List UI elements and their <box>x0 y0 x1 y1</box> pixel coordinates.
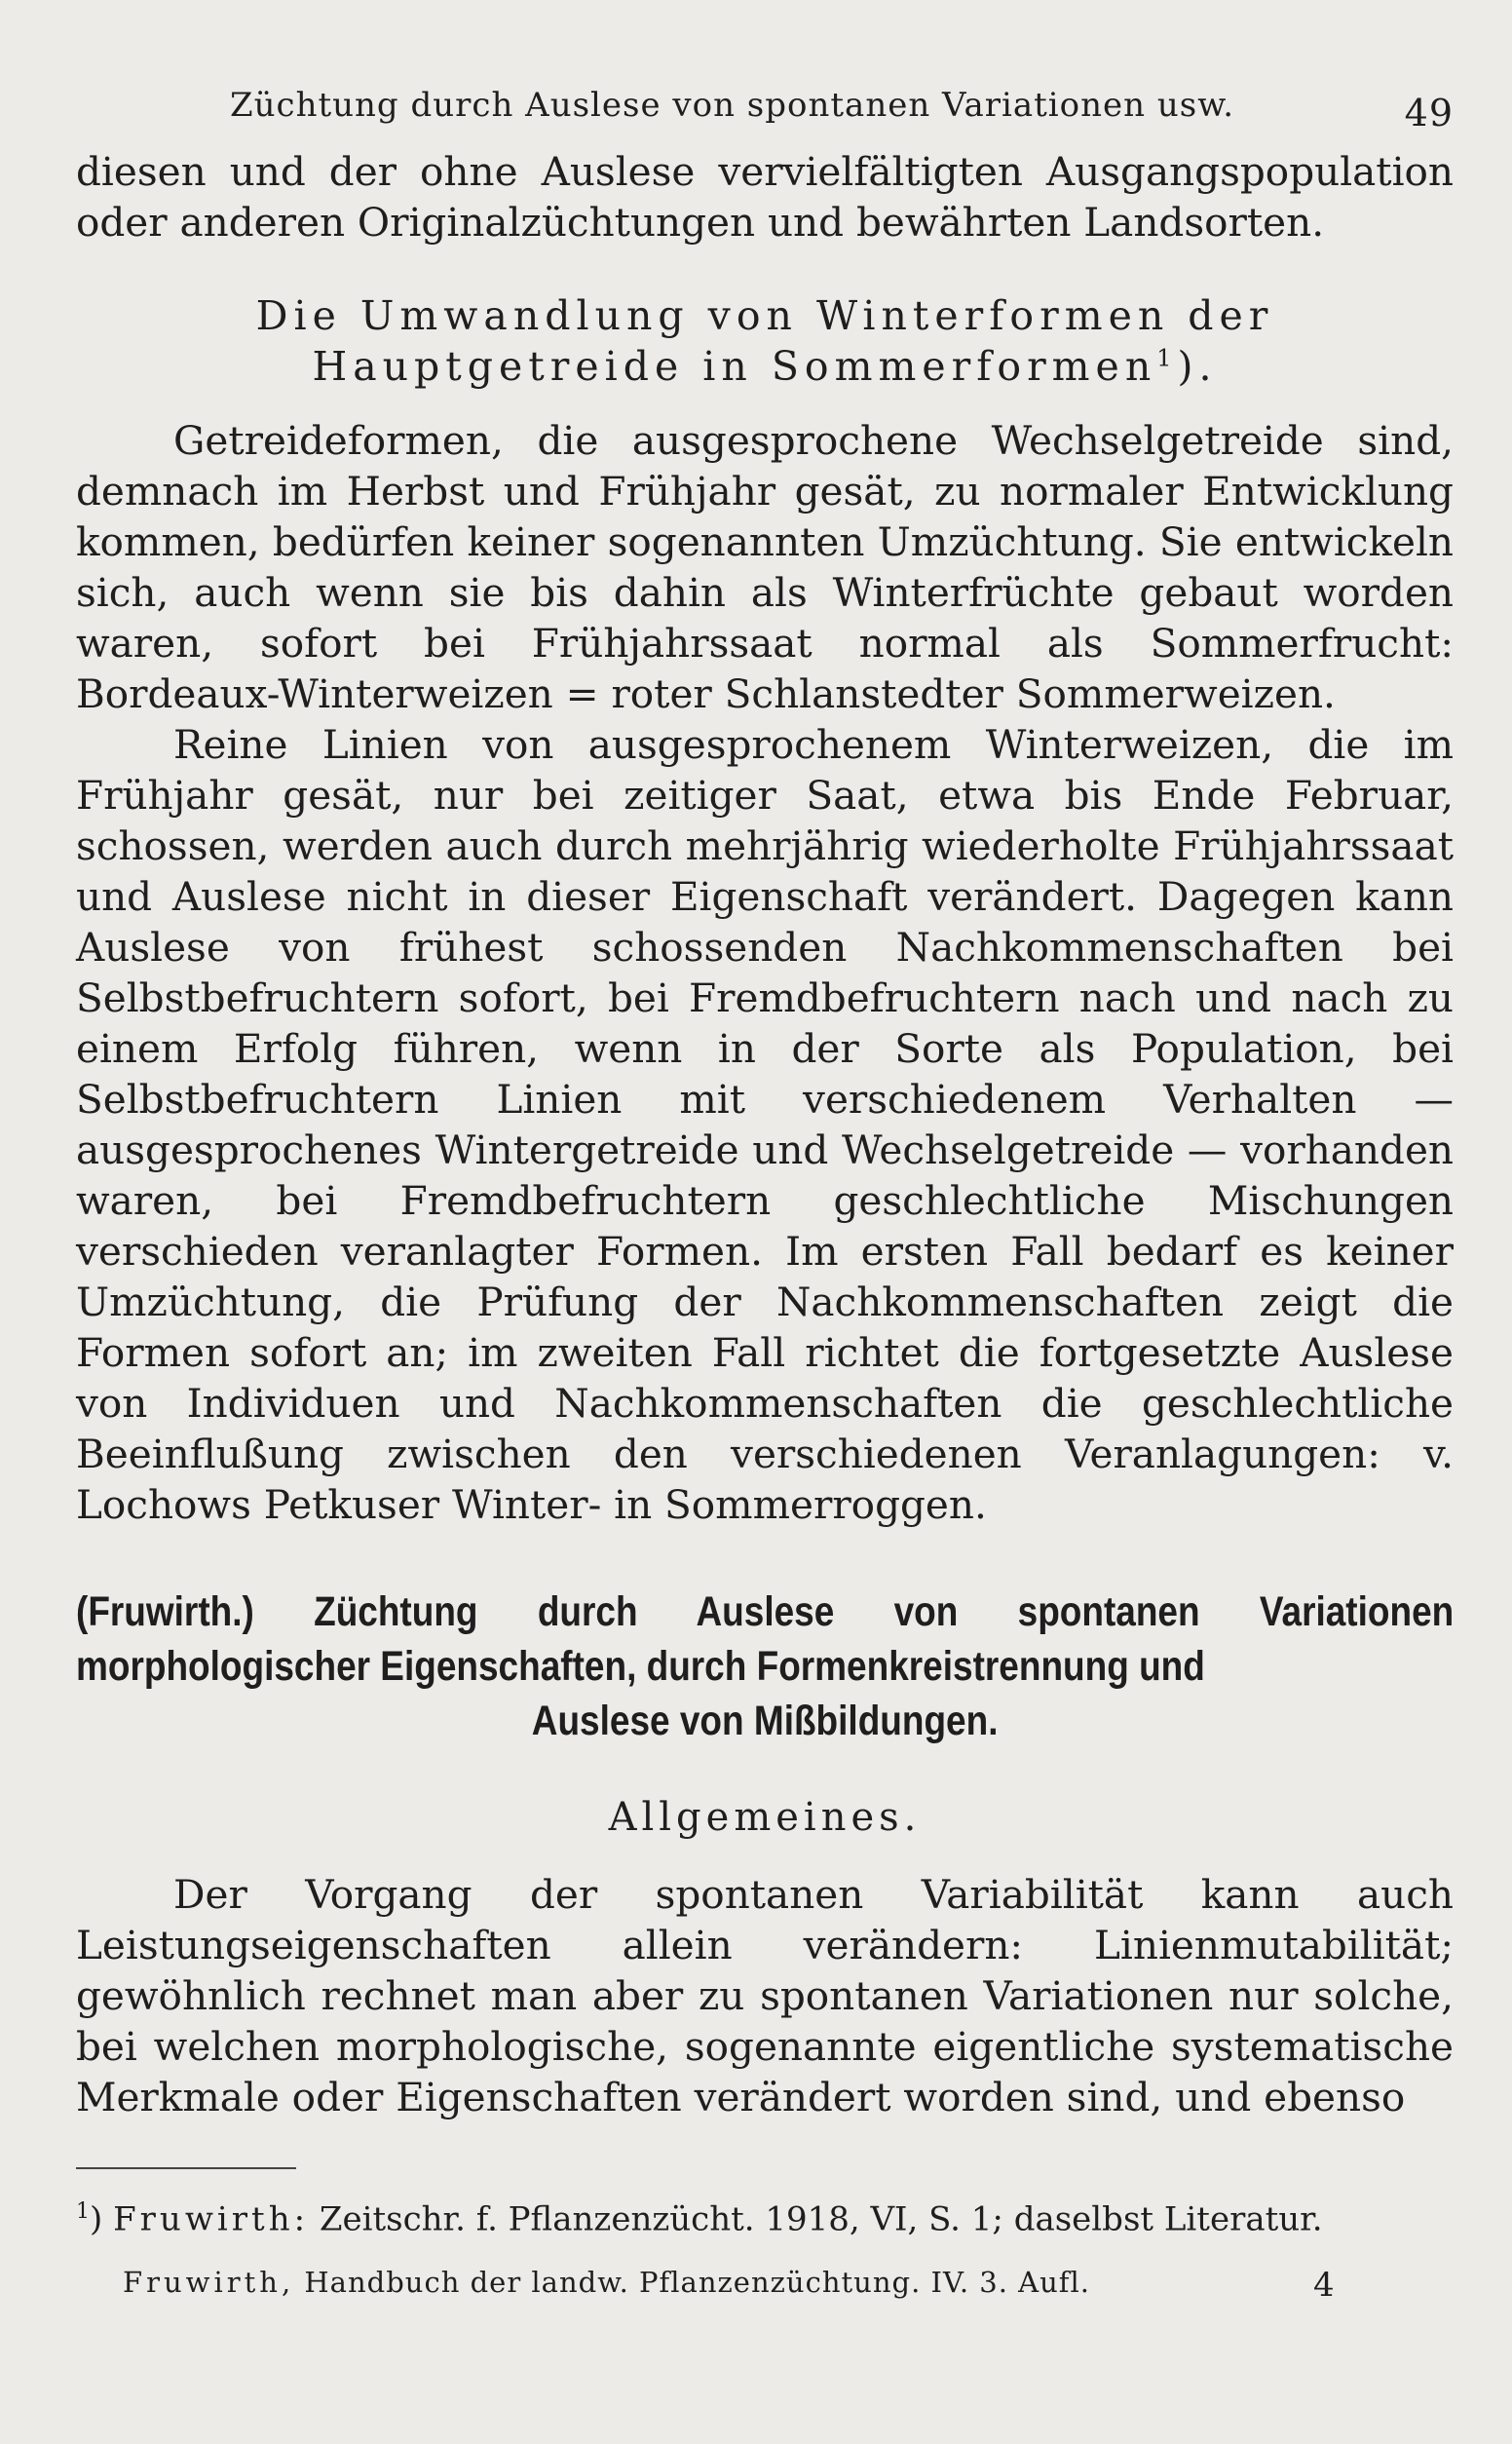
intro-paragraph: diesen und der ohne Auslese vervielfältigten Ausgangspopulation oder anderen Originalzüchtungen und bewährten Landsorten. <box>76 148 1454 246</box>
imprint-author: Fruwirth, <box>123 2266 295 2300</box>
imprint-left <box>123 2266 1090 2299</box>
section-footnote-mark: 1 <box>1156 344 1178 372</box>
section-paragraph: Getreideformen, die ausgesprochene Wechselgetreide sind, demnach im Herbst und Frühjahr gesät, zu normaler Entwicklung kommen, bedürfen keiner sogenannten Umzüchtung. Sie entwickeln sich, auch wenn sie bis dahin als Winterfrüchte gebaut worden waren, sofort bei Frühjahrssaat normal als Sommerfrucht: Bordeaux-Winterweizen = roter Schlanstedter Sommerweizen. <box>76 417 1454 717</box>
footnote: $^1$) Fruwirth: Zeitschr. f. Pflanzenzücht. 1918, VI, S. 1; daselbst Literatur. <box>76 2199 1323 2239</box>
footnote-divider <box>76 2167 296 2169</box>
chapter-heading-last: Auslese von Mißbildungen. <box>531 1698 999 1744</box>
section-paragraph: Reine Linien von ausgesprochenem Winterweizen, die im Frühjahr gesät, nur bei zeitiger Saat, etwa bis Ende Februar, schossen, werden auch durch mehrjährig wiederholte Frühjahrssaat und Auslese nicht in dieser Eigenschaft verändert. Dagegen kann Auslese von frühest schossenden Nachkommenschaften bei Selbstbefruchtern sofort, bei Fremdbefruchtern nach und nach zu einem Erfolg führen, wenn in der Sorte als Population, bei Selbstbefruchtern Linien mit verschiedenem Verhalten — ausgesprochenes Wintergetreide und Wechselgetreide — vorhanden waren, bei Fremdbefruchtern geschlechtliche Mischungen verschieden veranlagter Formen. Im ersten Fall bedarf es keiner Umzüchtung, die Prüfung der Nachkommenschaften zeigt die Formen sofort an; im zweiten Fall richtet die fortgesetzte Auslese von Individuen und Nachkommenschaften die geschlechtliche Beeinflußung zwischen den verschiedenen Veranlagungen: v. Lochows Petkuser Winter- in Sommerroggen. <box>76 721 1454 1528</box>
page-number: 49 <box>1404 92 1454 134</box>
subheading-allgemeines: Allgemeines. <box>608 1795 922 1840</box>
section-heading <box>115 290 1415 392</box>
book-page <box>76 78 1454 2417</box>
running-title: Züchtung durch Auslese von spontanen Variationen usw. <box>230 86 1235 125</box>
section-heading-text: Die Umwandlung von Winterformen der Hauptgetreide in Sommerformen <box>255 292 1274 390</box>
chapter-paragraph: Der Vorgang der spontanen Variabilität kann auch Leistungseigenschaften allein verändern: Linienmutabilität; gewöhnlich rechnet man aber zu spontanen Variationen nur solche, bei welchen morphologische, sogenannte eigentliche systematische Merkmale oder Eigenschaften verändert worden sind, und ebenso <box>76 1871 1454 2120</box>
footnote-mark: 1 <box>76 2199 90 2224</box>
signature-mark: 4 <box>1313 2266 1336 2306</box>
imprint-title: Handbuch der landw. Pflanzenzüchtung. IV. 3. Aufl. <box>304 2266 1091 2300</box>
chapter-heading <box>76 1585 1454 1748</box>
footnote-author: Fruwirth: <box>113 2199 310 2239</box>
section-heading-suffix: ). <box>1177 343 1218 390</box>
running-head <box>76 78 1454 146</box>
imprint-line <box>76 2266 1454 2314</box>
footnote-text: Zeitschr. f. Pflanzenzücht. 1918, VI, S. 1; daselbst Literatur. <box>319 2199 1323 2239</box>
chapter-heading-main: (Fruwirth.) Züchtung durch Auslese von spontanen Variationen morphologischer Eigenschaften, durch Formenkreistrennung und <box>76 1588 1455 1690</box>
